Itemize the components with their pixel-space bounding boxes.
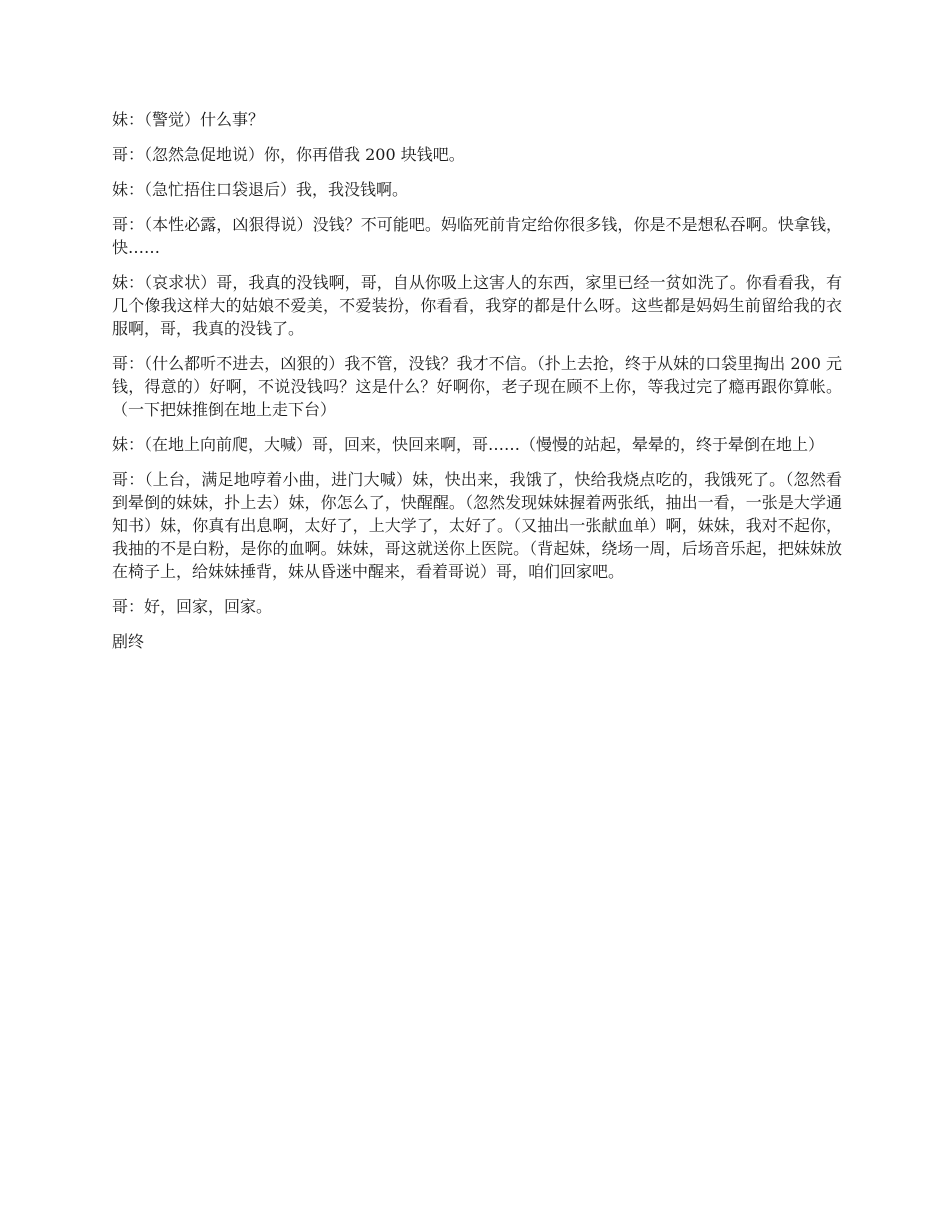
document-body — [112, 108, 842, 665]
dialogue-line: 妹：（警觉）什么事？ — [112, 110, 265, 129]
dialogue-line: 哥：（上台，满足地哼着小曲，进门大喊）妹，快出来，我饿了，快给我烧点吃的，我饿死了。（忽然看到晕倒的妹妹，扑上去）妹，你怎么了，快醒醒。（忽然发现妹妹握着两张纸，抽出一看，一张是大学通知书）妹，你真有出息啊，太好了，上大学了，太好了。（又抽出一张献血单）啊，妹妹，我对不起你，我抽的不是白粉，是你的血啊。妹妹，哥这就送你上医院。（背起妹，绕场一周，后场音乐起，把妹妹放在椅子上，给妹妹捶背，妹从昏迷中醒来，看着哥说）哥，咱们回家吧。 — [112, 470, 842, 581]
dialogue-line: 妹：（在地上向前爬，大喊）哥，回来，快回来啊，哥……（慢慢的站起，晕晕的，终于晕倒在地上） — [112, 435, 825, 454]
dialogue-line: 妹：（哀求状）哥，我真的没钱啊，哥，自从你吸上这害人的东西，家里已经一贫如洗了。你看看我，有几个像我这样大的姑娘不爱美，不爱装扮，你看看，我穿的都是什么呀。这些都是妈妈生前留给我的衣服啊，哥，我真的没钱了。 — [112, 273, 842, 338]
dialogue-line: 哥：好，回家，回家。 — [112, 597, 273, 616]
dialogue-line: 哥：（什么都听不进去，凶狠的）我不管，没钱？我才不信。（扑上去抢，终于从妹的口袋里掏出 200 元钱，得意的）好啊，不说没钱吗？这是什么？好啊你，老子现在顾不上你，等我过完了瘾再跟你算帐。（一下把妹推倒在地上走下台） — [112, 354, 842, 419]
end-marker: 剧终 — [112, 632, 145, 651]
dialogue-line: 哥：（忽然急促地说）你，你再借我 200 块钱吧。 — [112, 145, 465, 164]
dialogue-line: 哥：（本性必露，凶狠得说）没钱？不可能吧。妈临死前肯定给你很多钱，你是不是想私吞啊。快拿钱，快…… — [112, 215, 842, 257]
dialogue-line: 妹：（急忙捂住口袋退后）我，我没钱啊。 — [112, 180, 409, 199]
